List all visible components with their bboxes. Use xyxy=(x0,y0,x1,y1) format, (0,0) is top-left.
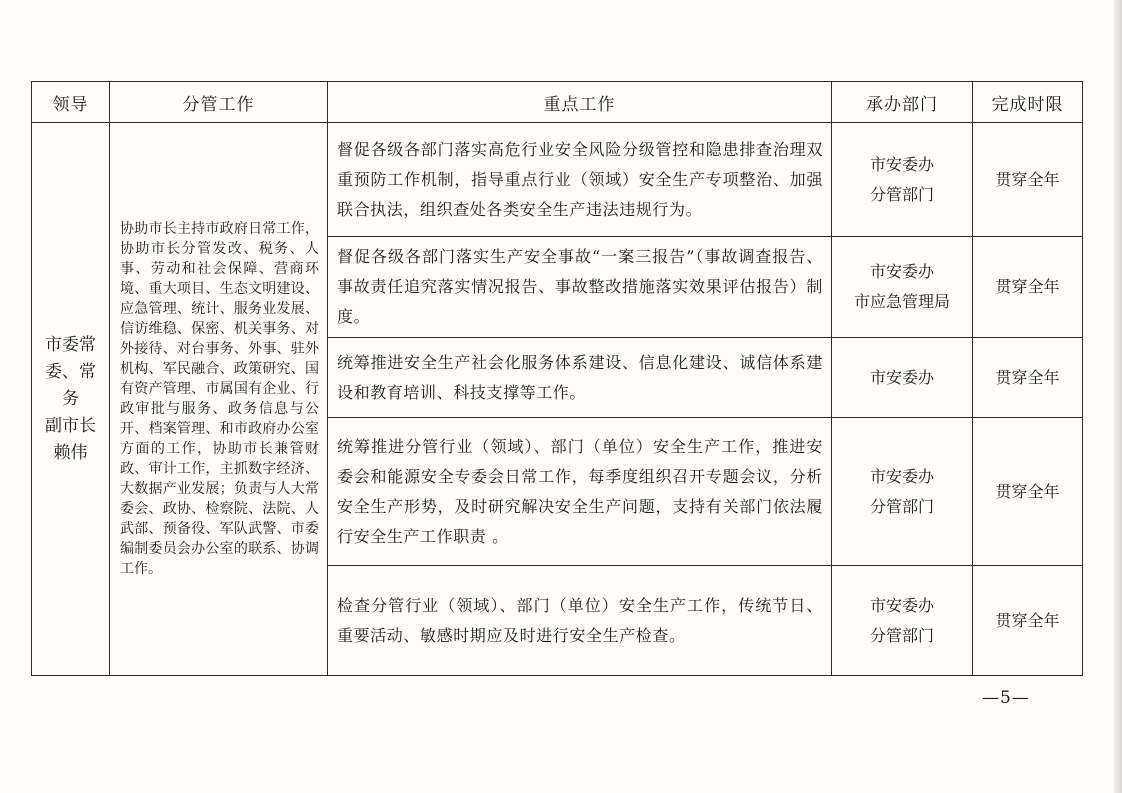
task-table-container xyxy=(31,81,1082,676)
page-number: —5— xyxy=(982,688,1030,708)
table-row xyxy=(32,123,1083,237)
department-cell xyxy=(832,123,973,237)
department-line: 市安委办 xyxy=(869,595,934,615)
deadline-cell: 贯穿全年 xyxy=(973,418,1083,566)
deadline-cell: 贯穿全年 xyxy=(973,123,1083,237)
department-line: 市安委办 xyxy=(869,262,934,281)
department-cell xyxy=(832,566,973,676)
task-cell: 检查分管行业（领域）、部门（单位）安全生产工作，传统节日、重要活动、敏感时期应及时进行安全生产检查。 xyxy=(328,566,832,676)
leader-cell xyxy=(32,123,110,676)
department-line: 分管部门 xyxy=(869,496,934,516)
department-line: 市安委办 xyxy=(869,367,934,387)
table-header-row xyxy=(32,82,1083,123)
department-line: 分管部门 xyxy=(869,625,934,645)
header-key-tasks: 重点工作 xyxy=(328,82,832,123)
department-line: 市安委办 xyxy=(869,154,934,174)
task-cell: 督促各级各部门落实生产安全事故“一案三报告”（事故调查报告、事故责任追究落实情况报告、事故整改措施落实效果评估报告）制度。 xyxy=(328,237,832,338)
header-department: 承办部门 xyxy=(832,82,973,123)
leader-line: 副市长 xyxy=(45,415,96,436)
scan-edge xyxy=(1114,0,1122,793)
leader-line: 委、常务 xyxy=(45,361,96,409)
header-leader: 领导 xyxy=(32,82,110,123)
leader-line: 市委常 xyxy=(45,334,96,355)
department-cell xyxy=(832,418,973,566)
task-cell: 督促各级各部门落实高危行业安全风险分级管控和隐患排查治理双重预防工作机制，指导重点行业（领域）安全生产专项整治、加强联合执法，组织查处各类安全生产违法违规行为。 xyxy=(328,123,832,237)
scope-cell: 协助市长主持市政府日常工作，协助市长分管发改、税务、人事、劳动和社会保障、营商环境、重大项目、生态文明建设、应急管理、统计、服务业发展、信访维稳、保密、机关事务、对外接待、对台事务、外事、驻外机构、军民融合、政策研究、国有资产管理、市属国有企业、行政审批与服务、政务信息与公开、档案管理、和市政府办公室方面的工作，协助市长兼管财政、审计工作，主抓数字经济、大数据产业发展；负责与人大常委会、政协、检察院、法院、人武部、预备役、军队武警、市委编制委员会办公室的联系、协调工作。 xyxy=(110,123,328,676)
deadline-cell: 贯穿全年 xyxy=(973,237,1083,338)
department-line: 市应急管理局 xyxy=(853,292,950,311)
deadline-cell: 贯穿全年 xyxy=(973,566,1083,676)
header-deadline: 完成时限 xyxy=(973,82,1083,123)
department-line: 分管部门 xyxy=(869,184,934,204)
task-table xyxy=(31,81,1083,676)
department-cell xyxy=(832,338,973,418)
deadline-cell: 贯穿全年 xyxy=(973,338,1083,418)
department-line: 市安委办 xyxy=(869,466,934,486)
task-cell: 统筹推进安全生产社会化服务体系建设、信息化建设、诚信体系建设和教育培训、科技支撑等工作。 xyxy=(328,338,832,418)
header-scope: 分管工作 xyxy=(110,82,328,123)
task-cell: 统筹推进分管行业（领域）、部门（单位）安全生产工作，推进安委会和能源安全专委会日常工作，每季度组织召开专题会议，分析安全生产形势，及时研究解决安全生产问题，支持有关部门依法履行安全生产工作职责 。 xyxy=(328,418,832,566)
department-cell xyxy=(832,237,973,338)
leader-line: 赖伟 xyxy=(53,442,88,463)
